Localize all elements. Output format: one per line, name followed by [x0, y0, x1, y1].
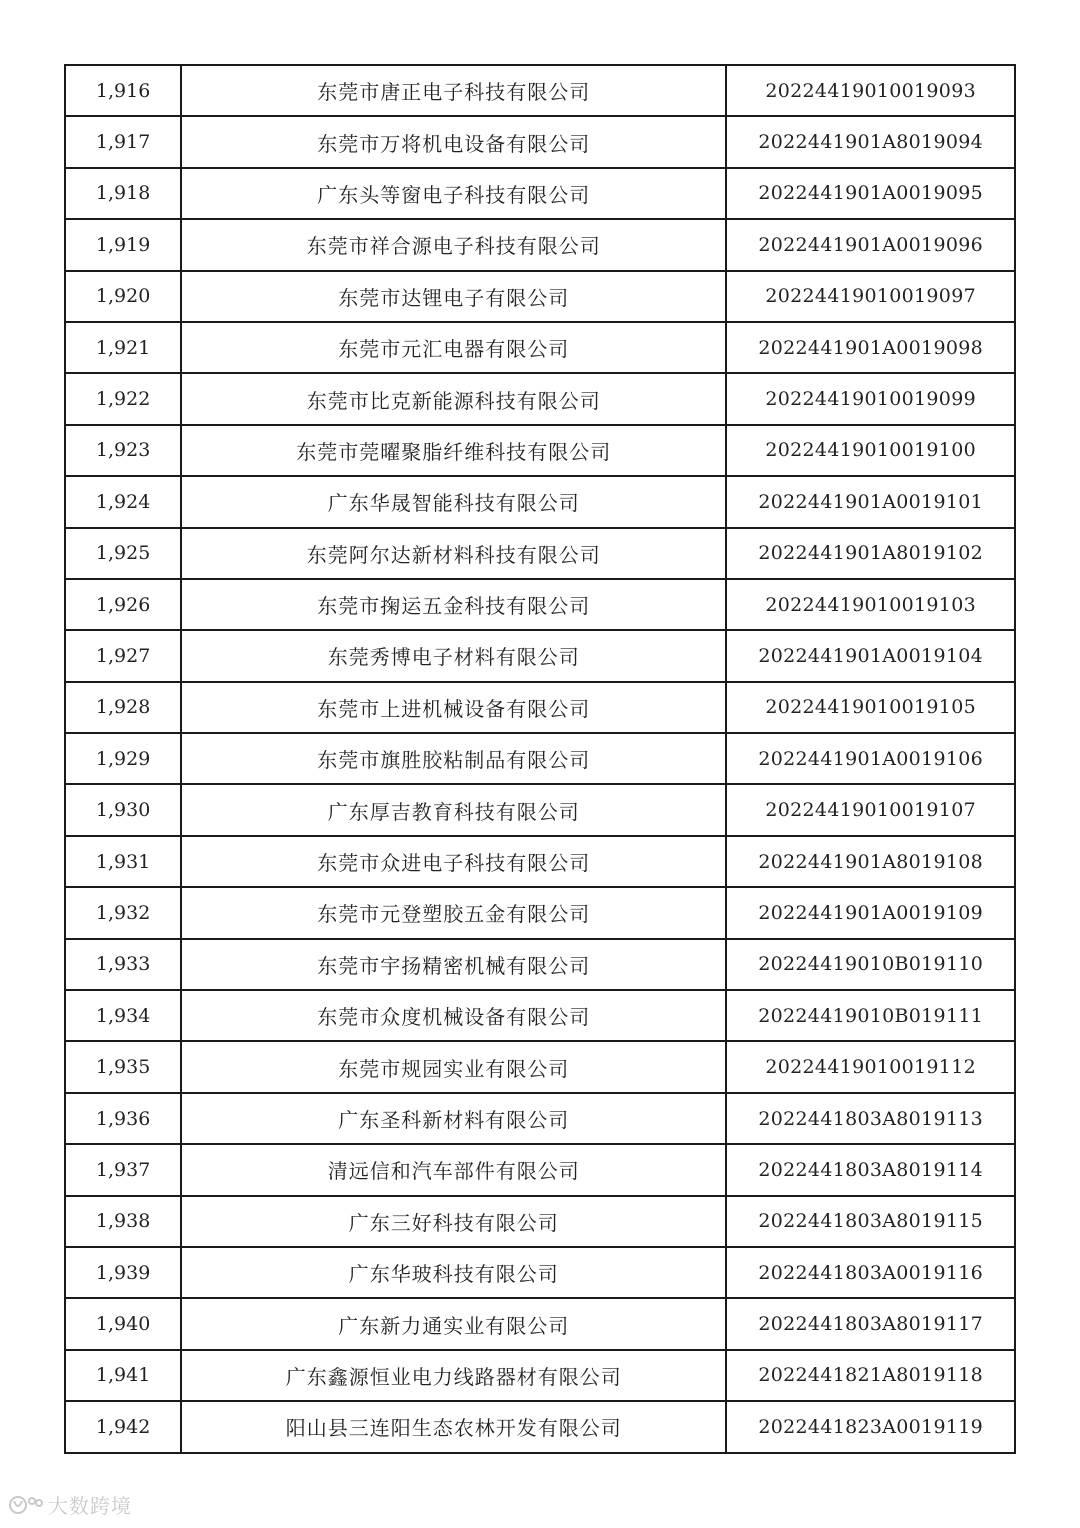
registration-code: 2022441803A8019115 [726, 1196, 1015, 1247]
registration-code: 20224419010019105 [726, 682, 1015, 733]
registration-code: 20224419010B019110 [726, 939, 1015, 990]
table-row [65, 528, 1015, 579]
row-index: 1,938 [65, 1196, 181, 1247]
registration-code: 2022441901A0019101 [726, 476, 1015, 527]
table-row [65, 887, 1015, 938]
row-index: 1,930 [65, 784, 181, 835]
registration-code: 2022441803A8019117 [726, 1298, 1015, 1349]
row-index: 1,931 [65, 836, 181, 887]
row-index: 1,925 [65, 528, 181, 579]
row-index: 1,918 [65, 168, 181, 219]
company-name: 东莞市众进电子科技有限公司 [181, 836, 726, 887]
company-name: 广东华晟智能科技有限公司 [181, 476, 726, 527]
row-index: 1,932 [65, 887, 181, 938]
row-index: 1,923 [65, 425, 181, 476]
watermark [8, 1490, 132, 1519]
row-index: 1,920 [65, 271, 181, 322]
table-row [65, 219, 1015, 270]
company-name: 东莞市规园实业有限公司 [181, 1041, 726, 1092]
table-row [65, 271, 1015, 322]
row-index: 1,926 [65, 579, 181, 630]
table-row [65, 1041, 1015, 1092]
registration-code: 2022441901A0019109 [726, 887, 1015, 938]
registration-code: 20224419010019107 [726, 784, 1015, 835]
table-row [65, 476, 1015, 527]
row-index: 1,924 [65, 476, 181, 527]
registration-code: 20224419010019100 [726, 425, 1015, 476]
row-index: 1,917 [65, 116, 181, 167]
row-index: 1,933 [65, 939, 181, 990]
row-index: 1,927 [65, 630, 181, 681]
table-row [65, 733, 1015, 784]
row-index: 1,941 [65, 1350, 181, 1401]
company-name: 东莞市旗胜胶粘制品有限公司 [181, 733, 726, 784]
row-index: 1,929 [65, 733, 181, 784]
registration-code: 20224419010019112 [726, 1041, 1015, 1092]
registration-code: 2022441803A0019116 [726, 1247, 1015, 1298]
registration-code: 2022441901A0019095 [726, 168, 1015, 219]
row-index: 1,940 [65, 1298, 181, 1349]
company-name: 东莞阿尔达新材料科技有限公司 [181, 528, 726, 579]
table-row [65, 579, 1015, 630]
company-name: 东莞秀博电子材料有限公司 [181, 630, 726, 681]
company-name: 广东厚吉教育科技有限公司 [181, 784, 726, 835]
company-name: 东莞市掬运五金科技有限公司 [181, 579, 726, 630]
table-row [65, 836, 1015, 887]
registration-code: 2022441803A8019114 [726, 1144, 1015, 1195]
company-name: 广东新力通实业有限公司 [181, 1298, 726, 1349]
registration-code: 20224419010019099 [726, 373, 1015, 424]
registration-code: 20224419010019103 [726, 579, 1015, 630]
registration-code: 2022441901A8019094 [726, 116, 1015, 167]
table-row [65, 425, 1015, 476]
company-name: 阳山县三连阳生态农林开发有限公司 [181, 1401, 726, 1452]
watermark-text: 大数跨境 [48, 1494, 132, 1518]
row-index: 1,922 [65, 373, 181, 424]
row-index: 1,937 [65, 1144, 181, 1195]
registration-code: 2022441803A8019113 [726, 1093, 1015, 1144]
table-row [65, 322, 1015, 373]
table-row [65, 116, 1015, 167]
row-index: 1,921 [65, 322, 181, 373]
table-row [65, 373, 1015, 424]
row-index: 1,934 [65, 990, 181, 1041]
company-name: 广东华玻科技有限公司 [181, 1247, 726, 1298]
company-name: 东莞市达锂电子有限公司 [181, 271, 726, 322]
table-row [65, 1401, 1015, 1452]
registration-code: 2022441901A0019104 [726, 630, 1015, 681]
registration-code: 20224419010019097 [726, 271, 1015, 322]
company-name: 广东圣科新材料有限公司 [181, 1093, 726, 1144]
company-name: 广东头等窗电子科技有限公司 [181, 168, 726, 219]
row-index: 1,942 [65, 1401, 181, 1452]
table-row [65, 682, 1015, 733]
company-list-table [64, 64, 1016, 1454]
registration-code: 2022441823A0019119 [726, 1401, 1015, 1452]
registration-code: 2022441821A8019118 [726, 1350, 1015, 1401]
company-name: 广东鑫源恒业电力线路器材有限公司 [181, 1350, 726, 1401]
table-row [65, 1196, 1015, 1247]
table-row [65, 1093, 1015, 1144]
company-name: 东莞市众度机械设备有限公司 [181, 990, 726, 1041]
table-row [65, 630, 1015, 681]
registration-code: 2022441901A0019106 [726, 733, 1015, 784]
registration-code: 2022441901A0019096 [726, 219, 1015, 270]
table-row [65, 168, 1015, 219]
table-row [65, 939, 1015, 990]
company-name: 东莞市元登塑胶五金有限公司 [181, 887, 726, 938]
company-name: 东莞市上进机械设备有限公司 [181, 682, 726, 733]
company-name: 东莞市比克新能源科技有限公司 [181, 373, 726, 424]
row-index: 1,939 [65, 1247, 181, 1298]
row-index: 1,919 [65, 219, 181, 270]
registration-code: 2022441901A0019098 [726, 322, 1015, 373]
brand-logo-icon [8, 1491, 44, 1519]
row-index: 1,916 [65, 65, 181, 116]
table-body [65, 65, 1015, 1453]
registration-code: 20224419010019093 [726, 65, 1015, 116]
table-row [65, 1350, 1015, 1401]
table-row [65, 1298, 1015, 1349]
company-name: 广东三好科技有限公司 [181, 1196, 726, 1247]
table-row [65, 990, 1015, 1041]
row-index: 1,936 [65, 1093, 181, 1144]
row-index: 1,935 [65, 1041, 181, 1092]
table-row [65, 1247, 1015, 1298]
company-name: 东莞市莞曜聚脂纤维科技有限公司 [181, 425, 726, 476]
registration-code: 2022441901A8019102 [726, 528, 1015, 579]
company-name: 东莞市宇扬精密机械有限公司 [181, 939, 726, 990]
company-name: 东莞市万将机电设备有限公司 [181, 116, 726, 167]
company-name: 东莞市祥合源电子科技有限公司 [181, 219, 726, 270]
registration-code: 2022441901A8019108 [726, 836, 1015, 887]
table-row [65, 65, 1015, 116]
row-index: 1,928 [65, 682, 181, 733]
registration-code: 20224419010B019111 [726, 990, 1015, 1041]
company-name: 东莞市唐正电子科技有限公司 [181, 65, 726, 116]
company-name: 清远信和汽车部件有限公司 [181, 1144, 726, 1195]
table-row [65, 784, 1015, 835]
table-row [65, 1144, 1015, 1195]
company-name: 东莞市元汇电器有限公司 [181, 322, 726, 373]
